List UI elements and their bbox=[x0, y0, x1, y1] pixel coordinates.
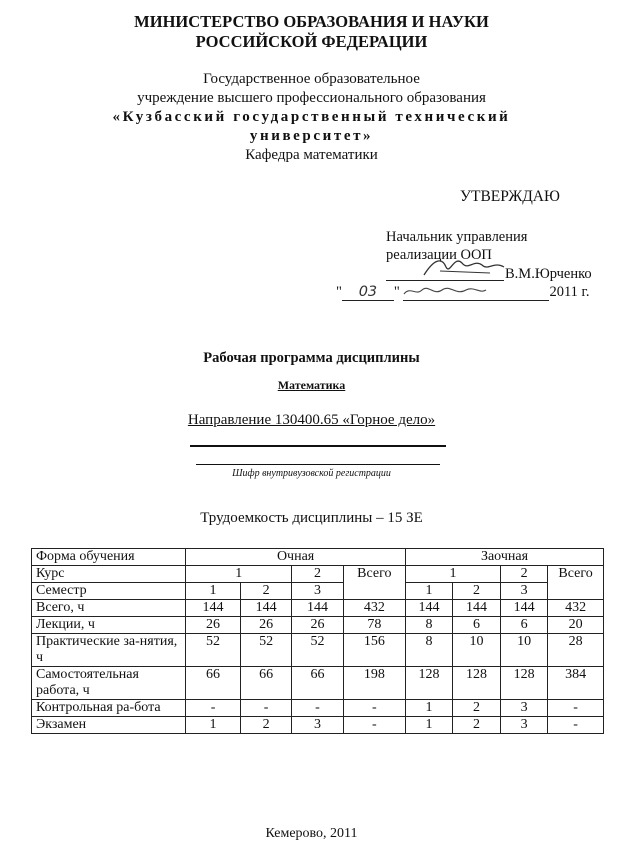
row-label: Лекции, ч bbox=[32, 617, 186, 634]
table-cell: - bbox=[186, 700, 241, 717]
cipher-caption: Шифр внутривузовской регистрации bbox=[232, 468, 391, 479]
table-cell: 128 bbox=[453, 667, 501, 700]
table-cell: - bbox=[292, 700, 343, 717]
table-cell: 432 bbox=[343, 600, 405, 617]
form-label: Форма обучения bbox=[32, 549, 186, 566]
labor-intensity: Трудоемкость дисциплины – 15 ЗЕ bbox=[200, 510, 423, 526]
table-cell: 66 bbox=[292, 667, 343, 700]
table-cell: 26 bbox=[292, 617, 343, 634]
table-cell: 128 bbox=[405, 667, 452, 700]
table-cell: 2 bbox=[453, 700, 501, 717]
table-row bbox=[32, 667, 604, 700]
ministry-line-1: МИНИСТЕРСТВО ОБРАЗОВАНИЯ И НАУКИ bbox=[134, 12, 489, 31]
table-cell: 6 bbox=[501, 617, 548, 634]
approve-heading: УТВЕРЖДАЮ bbox=[460, 188, 560, 205]
parttime-header: Заочная bbox=[405, 549, 603, 566]
approver-position-line-2: реализации ООП bbox=[386, 247, 492, 263]
course-label: Курс bbox=[32, 566, 186, 583]
row-label: Всего, ч bbox=[32, 600, 186, 617]
table-cell: 52 bbox=[292, 634, 343, 667]
divider-line-2 bbox=[196, 464, 440, 465]
total-header: Всего bbox=[343, 566, 405, 600]
table-row bbox=[32, 617, 604, 634]
row-label: Контрольная ра-бота bbox=[32, 700, 186, 717]
table-cell: 156 bbox=[343, 634, 405, 667]
table-cell: 144 bbox=[453, 600, 501, 617]
semester-cell: 2 bbox=[240, 583, 291, 600]
table-cell: - bbox=[343, 717, 405, 734]
semester-label: Семестр bbox=[32, 583, 186, 600]
ministry-heading bbox=[0, 12, 623, 52]
table-cell: 78 bbox=[343, 617, 405, 634]
signature-scribble bbox=[420, 253, 508, 281]
table-cell: 20 bbox=[548, 617, 604, 634]
date-day: 03 bbox=[342, 284, 394, 301]
table-cell: 198 bbox=[343, 667, 405, 700]
direction-line: Направление 130400.65 «Горное дело» bbox=[187, 412, 436, 428]
row-label: Самостоятельная работа, ч bbox=[32, 667, 186, 700]
table-cell: 8 bbox=[405, 617, 452, 634]
table-cell: 26 bbox=[240, 617, 291, 634]
total-header: Всего bbox=[548, 566, 604, 600]
table-cell: - bbox=[343, 700, 405, 717]
table-cell: 144 bbox=[501, 600, 548, 617]
table-cell: 10 bbox=[501, 634, 548, 667]
city-year: Кемерово, 2011 bbox=[265, 826, 358, 841]
department-name: Кафедра математики bbox=[245, 147, 378, 163]
table-cell: 1 bbox=[405, 717, 452, 734]
table-cell: - bbox=[548, 717, 604, 734]
course-cell: 1 bbox=[186, 566, 292, 583]
table-cell: 3 bbox=[292, 717, 343, 734]
table-row bbox=[32, 583, 604, 600]
date-quote-open: " bbox=[336, 284, 342, 300]
semester-cell: 2 bbox=[453, 583, 501, 600]
date-quote-close: " bbox=[393, 284, 400, 300]
course-cell: 2 bbox=[501, 566, 548, 583]
table-cell: 26 bbox=[186, 617, 241, 634]
table-cell: - bbox=[240, 700, 291, 717]
course-cell: 1 bbox=[405, 566, 500, 583]
table-cell: 1 bbox=[405, 700, 452, 717]
table-row bbox=[32, 634, 604, 667]
hours-table bbox=[31, 548, 604, 734]
university-name-line-1: «Кузбасский государственный технический bbox=[112, 109, 511, 125]
table-row bbox=[32, 700, 604, 717]
table-cell: 66 bbox=[186, 667, 241, 700]
date-year: 2011 г. bbox=[549, 284, 590, 300]
table-cell: 10 bbox=[453, 634, 501, 667]
table-cell: 3 bbox=[501, 700, 548, 717]
institution-line-1: Государственное образовательное bbox=[203, 71, 420, 87]
table-cell: 2 bbox=[453, 717, 501, 734]
fulltime-header: Очная bbox=[186, 549, 406, 566]
table-cell: 144 bbox=[186, 600, 241, 617]
table-cell: 144 bbox=[292, 600, 343, 617]
table-row bbox=[32, 566, 604, 583]
table-cell: 52 bbox=[186, 634, 241, 667]
table-cell: 8 bbox=[405, 634, 452, 667]
table-cell: - bbox=[548, 700, 604, 717]
table-cell: 1 bbox=[186, 717, 241, 734]
semester-cell: 3 bbox=[501, 583, 548, 600]
table-row bbox=[32, 549, 604, 566]
institution-line-2: учреждение высшего профессионального образования bbox=[137, 90, 486, 106]
table-cell: 52 bbox=[240, 634, 291, 667]
divider-line-1 bbox=[190, 445, 446, 447]
row-label: Практические за-нятия, ч bbox=[32, 634, 186, 667]
table-cell: 28 bbox=[548, 634, 604, 667]
table-cell: 144 bbox=[240, 600, 291, 617]
table-cell: 432 bbox=[548, 600, 604, 617]
table-cell: 6 bbox=[453, 617, 501, 634]
approver-position-line-1: Начальник управления bbox=[386, 229, 528, 245]
table-row bbox=[32, 600, 604, 617]
subject-name: Математика bbox=[277, 378, 346, 392]
institution-block bbox=[0, 70, 623, 165]
semester-cell: 1 bbox=[405, 583, 452, 600]
university-name-line-2: университет» bbox=[249, 128, 374, 144]
table-cell: 66 bbox=[240, 667, 291, 700]
table-cell: 384 bbox=[548, 667, 604, 700]
program-title: Рабочая программа дисциплины bbox=[203, 350, 420, 366]
table-cell: 2 bbox=[240, 717, 291, 734]
course-cell: 2 bbox=[292, 566, 343, 583]
semester-cell: 3 bbox=[292, 583, 343, 600]
ministry-line-2: РОССИЙСКОЙ ФЕДЕРАЦИИ bbox=[195, 32, 428, 51]
table-cell: 128 bbox=[501, 667, 548, 700]
signature-line bbox=[386, 280, 504, 281]
table-cell: 144 bbox=[405, 600, 452, 617]
month-handwriting bbox=[400, 282, 490, 300]
table-cell: 3 bbox=[501, 717, 548, 734]
row-label: Экзамен bbox=[32, 717, 186, 734]
table-row bbox=[32, 717, 604, 734]
semester-cell: 1 bbox=[186, 583, 241, 600]
approver-name: В.М.Юрченко bbox=[505, 266, 592, 282]
